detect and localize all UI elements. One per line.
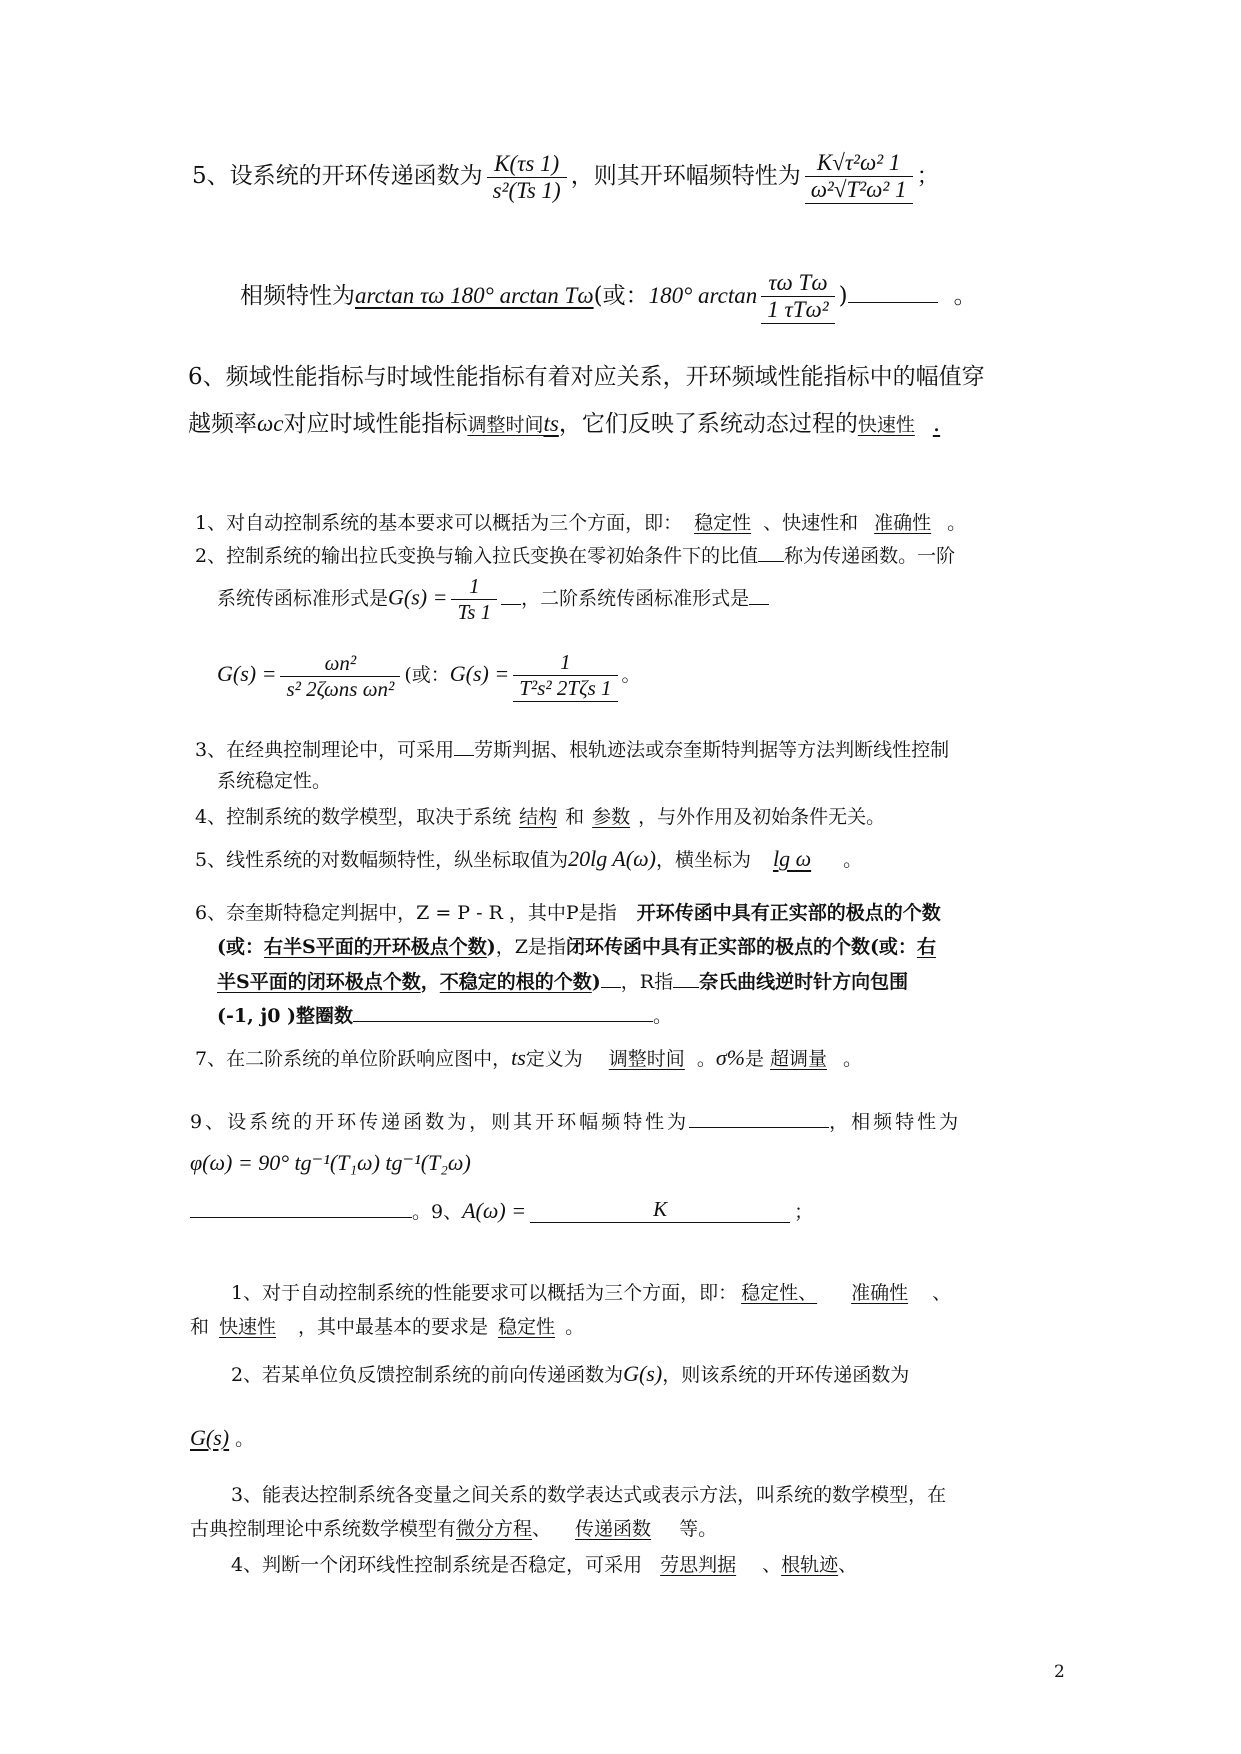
open-loop-tf (487, 151, 567, 204)
s2-q6-blank (601, 966, 621, 988)
s2-q9-blank-2 (190, 1196, 412, 1218)
s2-q3-blank (454, 734, 474, 756)
s2-q3-line2: 系统稳定性。 (217, 770, 332, 792)
s3-q3-end: 等。 (679, 1518, 718, 1540)
s2-q2-text-b: 称为传递函数。一阶 (784, 544, 956, 567)
s3-q4-sep: 、 (762, 1554, 782, 1576)
s3-q1-answer-1: 稳定性、 (741, 1282, 818, 1304)
s2-q6-text: 6、奈奎斯特稳定判据中，Z = P - R ，其中P是指 (195, 902, 617, 924)
s2-q6-line4 (217, 1000, 672, 1028)
s3-q1-answer-4: 稳定性 (498, 1316, 556, 1338)
answer-blank (848, 277, 938, 303)
s2-q9-line3 (190, 1196, 813, 1229)
s2-q5-text-b: ，横坐标为 (655, 849, 751, 871)
s3-q2-end: 。 (235, 1428, 255, 1450)
s2-q7-text: 7、在二阶系统的单位阶跃响应图中， (195, 1048, 512, 1070)
s3-q2-text-b: ，则该系统的开环传递函数为 (662, 1364, 910, 1386)
s2-q6-comma: ， (420, 970, 440, 993)
alt-phase-fraction (761, 270, 834, 324)
s3-q2-answer: G(s) (190, 1425, 230, 1450)
s2-q7-answer-2: 超调量 (770, 1048, 828, 1070)
s2-q2-blank (758, 540, 784, 562)
second-order-numerator: ωn² (324, 650, 357, 675)
s2-q9-numerator: K (653, 1196, 668, 1221)
s2-q2-blank-3 (749, 583, 769, 605)
s3-q3-answer-2: 传递函数 (575, 1518, 652, 1540)
s2-q5-end: 。 (843, 849, 863, 871)
s2-q9-end: ； (794, 1200, 814, 1223)
s3-q1-sep: 、 (932, 1282, 952, 1304)
s3-q1-line1 (231, 1278, 951, 1305)
s2-q3-text: 3、在经典控制理论中，可采用 (195, 738, 455, 761)
s3-q3-answer-1: 微分方程 (456, 1518, 533, 1540)
s2-q9-line1 (190, 1106, 961, 1134)
s3-q4-end: 、 (838, 1554, 858, 1576)
s3-q1-answer-3: 快速性 (219, 1316, 277, 1338)
s2-q4-text-c: ，与外作用及初始条件无关。 (638, 806, 886, 828)
s2-q6-z-def: 闭环传函中具有正实部的极点的个数(或： (565, 936, 917, 958)
p6-b: 对应时域性能指标 (283, 411, 468, 437)
s3-q3-text-b: 古典控制理论中系统数学模型有 (190, 1518, 457, 1540)
second-order-fraction (280, 651, 400, 702)
s2-q9-fraction (530, 1197, 790, 1229)
phase-label: 相频特性为 (240, 283, 355, 309)
s2-q1 (195, 508, 966, 535)
p6-end: . (932, 411, 941, 437)
amp-denominator: ω²√T²ω² 1 (805, 176, 913, 204)
s3-q4 (231, 1550, 857, 1577)
p6-line1: 6、频域性能指标与时域性能指标有着对应关系，开环频域性能指标中的幅值穿 (188, 364, 985, 390)
first-order-denominator: Ts 1 (451, 599, 497, 625)
s2-q5-log-amplitude: 20lg A(ω) (568, 846, 656, 871)
s2-q6-answer-p: 右半S平面的开环极点个数 (264, 936, 487, 958)
ts-symbol: ts (543, 411, 559, 436)
alt-gs: G(s) = (449, 661, 510, 686)
s2-q7-sigma: σ% (715, 1045, 746, 1070)
s2-q7 (195, 1044, 862, 1071)
s3-q1-text-c: 和 (190, 1316, 210, 1338)
or-text: (或： (593, 283, 649, 309)
s2-q5-text: 5、线性系统的对数幅频特性，纵坐标取值为 (195, 849, 569, 871)
s2-q1-answer-1: 稳定性 (694, 512, 752, 534)
s2-q6-r-def-2: (-1, j0 )整圈数 (217, 1004, 354, 1027)
tf-numerator: K(τs 1) (494, 150, 560, 176)
s2-q4-text: 4、控制系统的数学模型，取决于系统 (195, 806, 512, 828)
s2-q1-text: 1、对自动控制系统的基本要求可以概括为三个方面，即： (195, 512, 683, 534)
s2-q5-answer: lg ω (772, 846, 812, 871)
alt-close: ) (838, 283, 848, 309)
s2-q7-answer-1: 调整时间 (608, 1048, 685, 1070)
s2-q2-line3 (217, 650, 641, 702)
s3-q2-gs: G(s) (623, 1361, 663, 1386)
s3-q4-answer-1: 劳思判据 (660, 1554, 737, 1576)
first-order-gs: G(s) = (388, 584, 448, 610)
amp-numerator: K√τ²ω² 1 (816, 150, 901, 175)
alt-second-order-fraction (513, 650, 617, 702)
s2-q3-text-b: 劳斯判据、根轨迹法或奈奎斯特判据等方法判断线性控制 (474, 738, 950, 761)
s2-q9-phase: φ(ω) = 90° tg⁻¹(T₁ω) tg⁻¹(T₂ω) (190, 1150, 471, 1175)
s2-q7-text-b: 定义为 (525, 1048, 583, 1070)
s2-q3-line1 (195, 734, 949, 762)
p6-answer-2: 快速性 (857, 414, 915, 436)
s2-q6-answer-z: 半S平面的闭环极点个数 (217, 970, 421, 993)
wc-symbol: ωc (257, 411, 284, 436)
s3-q4-answer-2: 根轨迹 (781, 1554, 839, 1576)
s3-q2-line2 (190, 1424, 254, 1451)
s2-q6-line2 (217, 932, 936, 959)
s2-q6-answer-unstable: 不稳定的根的个数 (439, 970, 592, 993)
s3-q4-text: 4、判断一个闭环线性控制系统是否稳定，可采用 (231, 1554, 643, 1576)
s3-q2-text: 2、若某单位负反馈控制系统的前向传递函数为 (231, 1364, 624, 1386)
s3-q3-line1: 3、能表达控制系统各变量之间关系的数学表达式或表示方法，叫系统的数学模型，在 (231, 1484, 947, 1506)
s2-q2-text: 2、控制系统的输出拉氏变换与输入拉氏变换在零初始条件下的比值 (195, 544, 759, 567)
s2-q9-text-c: 。9、 (412, 1200, 463, 1223)
s2-q4 (195, 802, 885, 829)
alt-second-order-numerator: 1 (560, 650, 571, 674)
alt-lead: 180° arctan (648, 283, 758, 308)
s2-q9-text-b: ，相频特性为 (829, 1110, 962, 1133)
s2-q2-end: 。 (621, 664, 641, 686)
p6-c: ，它们反映了系统动态过程的 (558, 411, 858, 437)
second-order-denominator: s² 2ζωns ωn² (280, 676, 400, 702)
s2-q2-text-d: ，二阶系统传函标准形式是 (521, 587, 750, 610)
s3-q1-line2 (190, 1312, 584, 1339)
p5-intro: 5、设系统的开环传递函数为 (192, 163, 483, 189)
s2-q6-p-def: 开环传函中具有正实部的极点的个数 (636, 902, 941, 924)
s2-q2-text-c: 系统传函标准形式是 (217, 587, 389, 610)
s2-q9-denominator (530, 1222, 790, 1229)
first-order-numerator: 1 (469, 574, 480, 598)
s2-q6-close-2: ) (591, 970, 601, 993)
s2-q6-line1 (195, 898, 941, 925)
s2-q6-answer-z-start: 右 (916, 936, 936, 958)
p6-line2 (188, 405, 940, 438)
s2-q6-r-label: ，R指 (620, 970, 674, 993)
s2-q6-blank-2 (673, 966, 699, 988)
s2-q5 (195, 845, 862, 872)
alt-second-order-denominator: T²s² 2Tζs 1 (513, 675, 617, 702)
s2-q1-answer-2: 准确性 (874, 512, 932, 534)
s2-q1-text-b: 、快速性和 (763, 512, 859, 534)
alt-numerator: τω Tω (768, 270, 828, 295)
s2-q2-line2 (217, 574, 769, 625)
s2-q6-r-def: 奈氏曲线逆时针方向包围 (699, 970, 909, 993)
page-number: 2 (1054, 1662, 1065, 1682)
s2-q4-text-b: 和 (565, 806, 585, 828)
amplitude-response (805, 150, 913, 204)
s2-q7-ts: ts (511, 1045, 526, 1070)
s2-q6-blank-3 (353, 1000, 653, 1022)
s2-q6-end: 。 (653, 1004, 673, 1027)
s2-q2-blank-2 (501, 583, 521, 605)
s2-q7-end: 。 (843, 1048, 863, 1070)
p5-end: ； (916, 163, 940, 189)
s3-q1-text: 1、对于自动控制系统的性能要求可以概括为三个方面，即： (231, 1282, 738, 1304)
s2-q7-text-d: 是 (745, 1048, 765, 1070)
s2-q6-line3 (217, 966, 908, 994)
s2-q6-close-1: ) (486, 936, 496, 958)
second-order-gs: G(s) = (217, 661, 277, 686)
s2-q4-answer-2: 参数 (592, 806, 631, 828)
p6-answer-1: 调整时间 (467, 414, 544, 436)
s3-q1-end: 。 (565, 1316, 585, 1338)
s3-q1-text-d: ，其中最基本的要求是 (298, 1316, 489, 1338)
s2-q4-answer-1: 结构 (519, 806, 558, 828)
s3-q3-sep: 、 (532, 1518, 552, 1540)
phase-expression: arctan τω 180° arctan Tω (355, 283, 594, 308)
s3-q1-answer-2: 准确性 (851, 1282, 909, 1304)
s2-q6-or-1: (或： (217, 936, 264, 958)
p5-mid: ，则其开环幅频特性为 (570, 163, 801, 189)
p6-a: 越频率 (188, 411, 257, 437)
first-order-fraction (451, 574, 497, 625)
s2-q9-blank (689, 1106, 829, 1128)
p5-line1 (192, 150, 940, 204)
p5-period: 。 (953, 283, 977, 309)
p5-line2 (240, 270, 977, 324)
s2-q1-end: 。 (947, 512, 967, 534)
s2-q2-line1 (195, 540, 955, 568)
s2-q2-or: (或： (404, 664, 450, 686)
s2-q9-A: A(ω) = (462, 1197, 527, 1223)
s3-q3-line2 (190, 1514, 717, 1541)
alt-denominator: 1 τTω² (761, 296, 834, 324)
s2-q7-text-c: 。 (696, 1048, 716, 1070)
tf-denominator: s²(Ts 1) (487, 177, 567, 204)
s2-q6-z-label: ，Z是指 (495, 936, 566, 958)
s3-q2-line1 (231, 1360, 909, 1387)
s2-q9-text: 9、设系统的开环传递函数为，则其开环幅频特性为 (190, 1110, 690, 1133)
